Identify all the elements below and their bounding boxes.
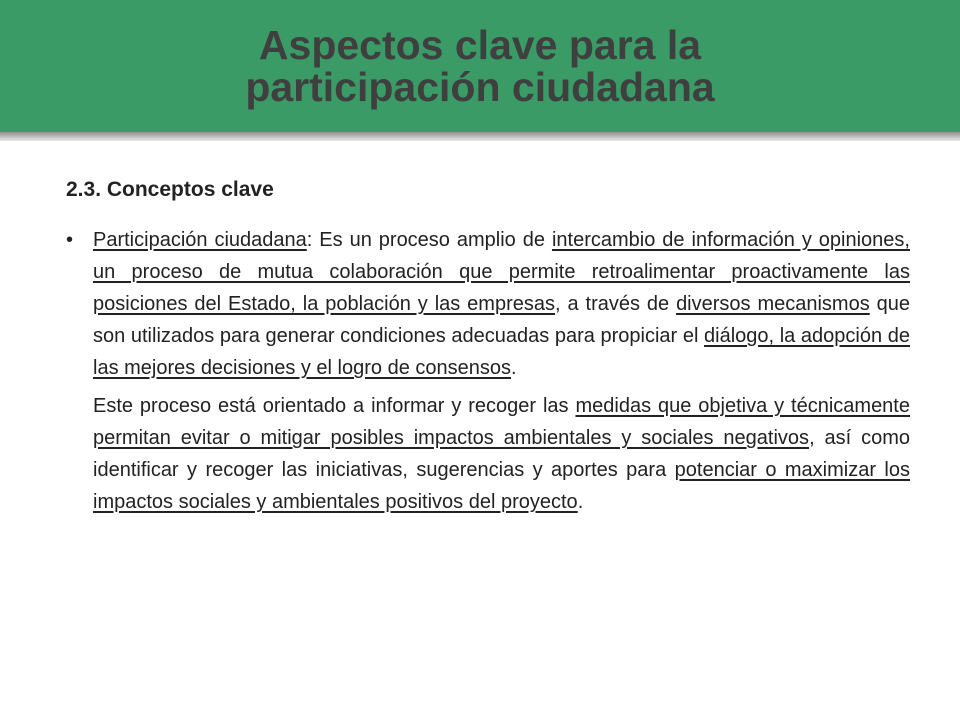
underlined-phrase: diálogo, la adopción de las mejores decisiones y el logro de consensos <box>93 325 910 379</box>
bullet-marker: • <box>66 229 74 251</box>
slide-title <box>80 24 880 108</box>
underlined-phrase: diversos mecanismos <box>676 293 870 315</box>
slide-title-line-2: participación ciudadana <box>245 64 715 110</box>
process-paragraph <box>93 390 910 518</box>
term-participacion-ciudadana: Participación ciudadana <box>93 229 307 251</box>
text-segment: : Es un proceso amplio de <box>306 229 552 251</box>
underlined-phrase: intercambio de información y opiniones, un proceso de mutua colaboración que permite retroalimentar proactivamente las posiciones del Estado, la población y las empresas <box>93 229 910 315</box>
body-content <box>66 224 910 518</box>
bullet-item <box>66 224 910 384</box>
title-banner-shadow <box>0 132 960 141</box>
underlined-phrase: potenciar o maximizar los impactos sociales y ambientales positivos del proyecto <box>93 459 910 513</box>
text-segment: . <box>577 491 584 513</box>
definition-paragraph <box>93 224 910 384</box>
underlined-phrase: medidas que objetiva y técnicamente permitan evitar o mitigar posibles impactos ambientales y sociales negativos <box>93 395 910 449</box>
text-segment: , a través de <box>555 293 677 315</box>
text-segment: Este proceso está orientado a informar y recoger las <box>93 395 576 417</box>
text-segment: , así como identificar y recoger las iniciativas, sugerencias y aportes para <box>93 427 911 481</box>
slide-title-line-1: Aspectos clave para la <box>258 22 702 68</box>
text-segment: . <box>511 357 517 379</box>
text-segment: que son utilizados para generar condiciones adecuadas para propiciar el <box>93 293 911 347</box>
title-banner <box>0 0 960 132</box>
section-heading: 2.3. Conceptos clave <box>66 178 274 201</box>
